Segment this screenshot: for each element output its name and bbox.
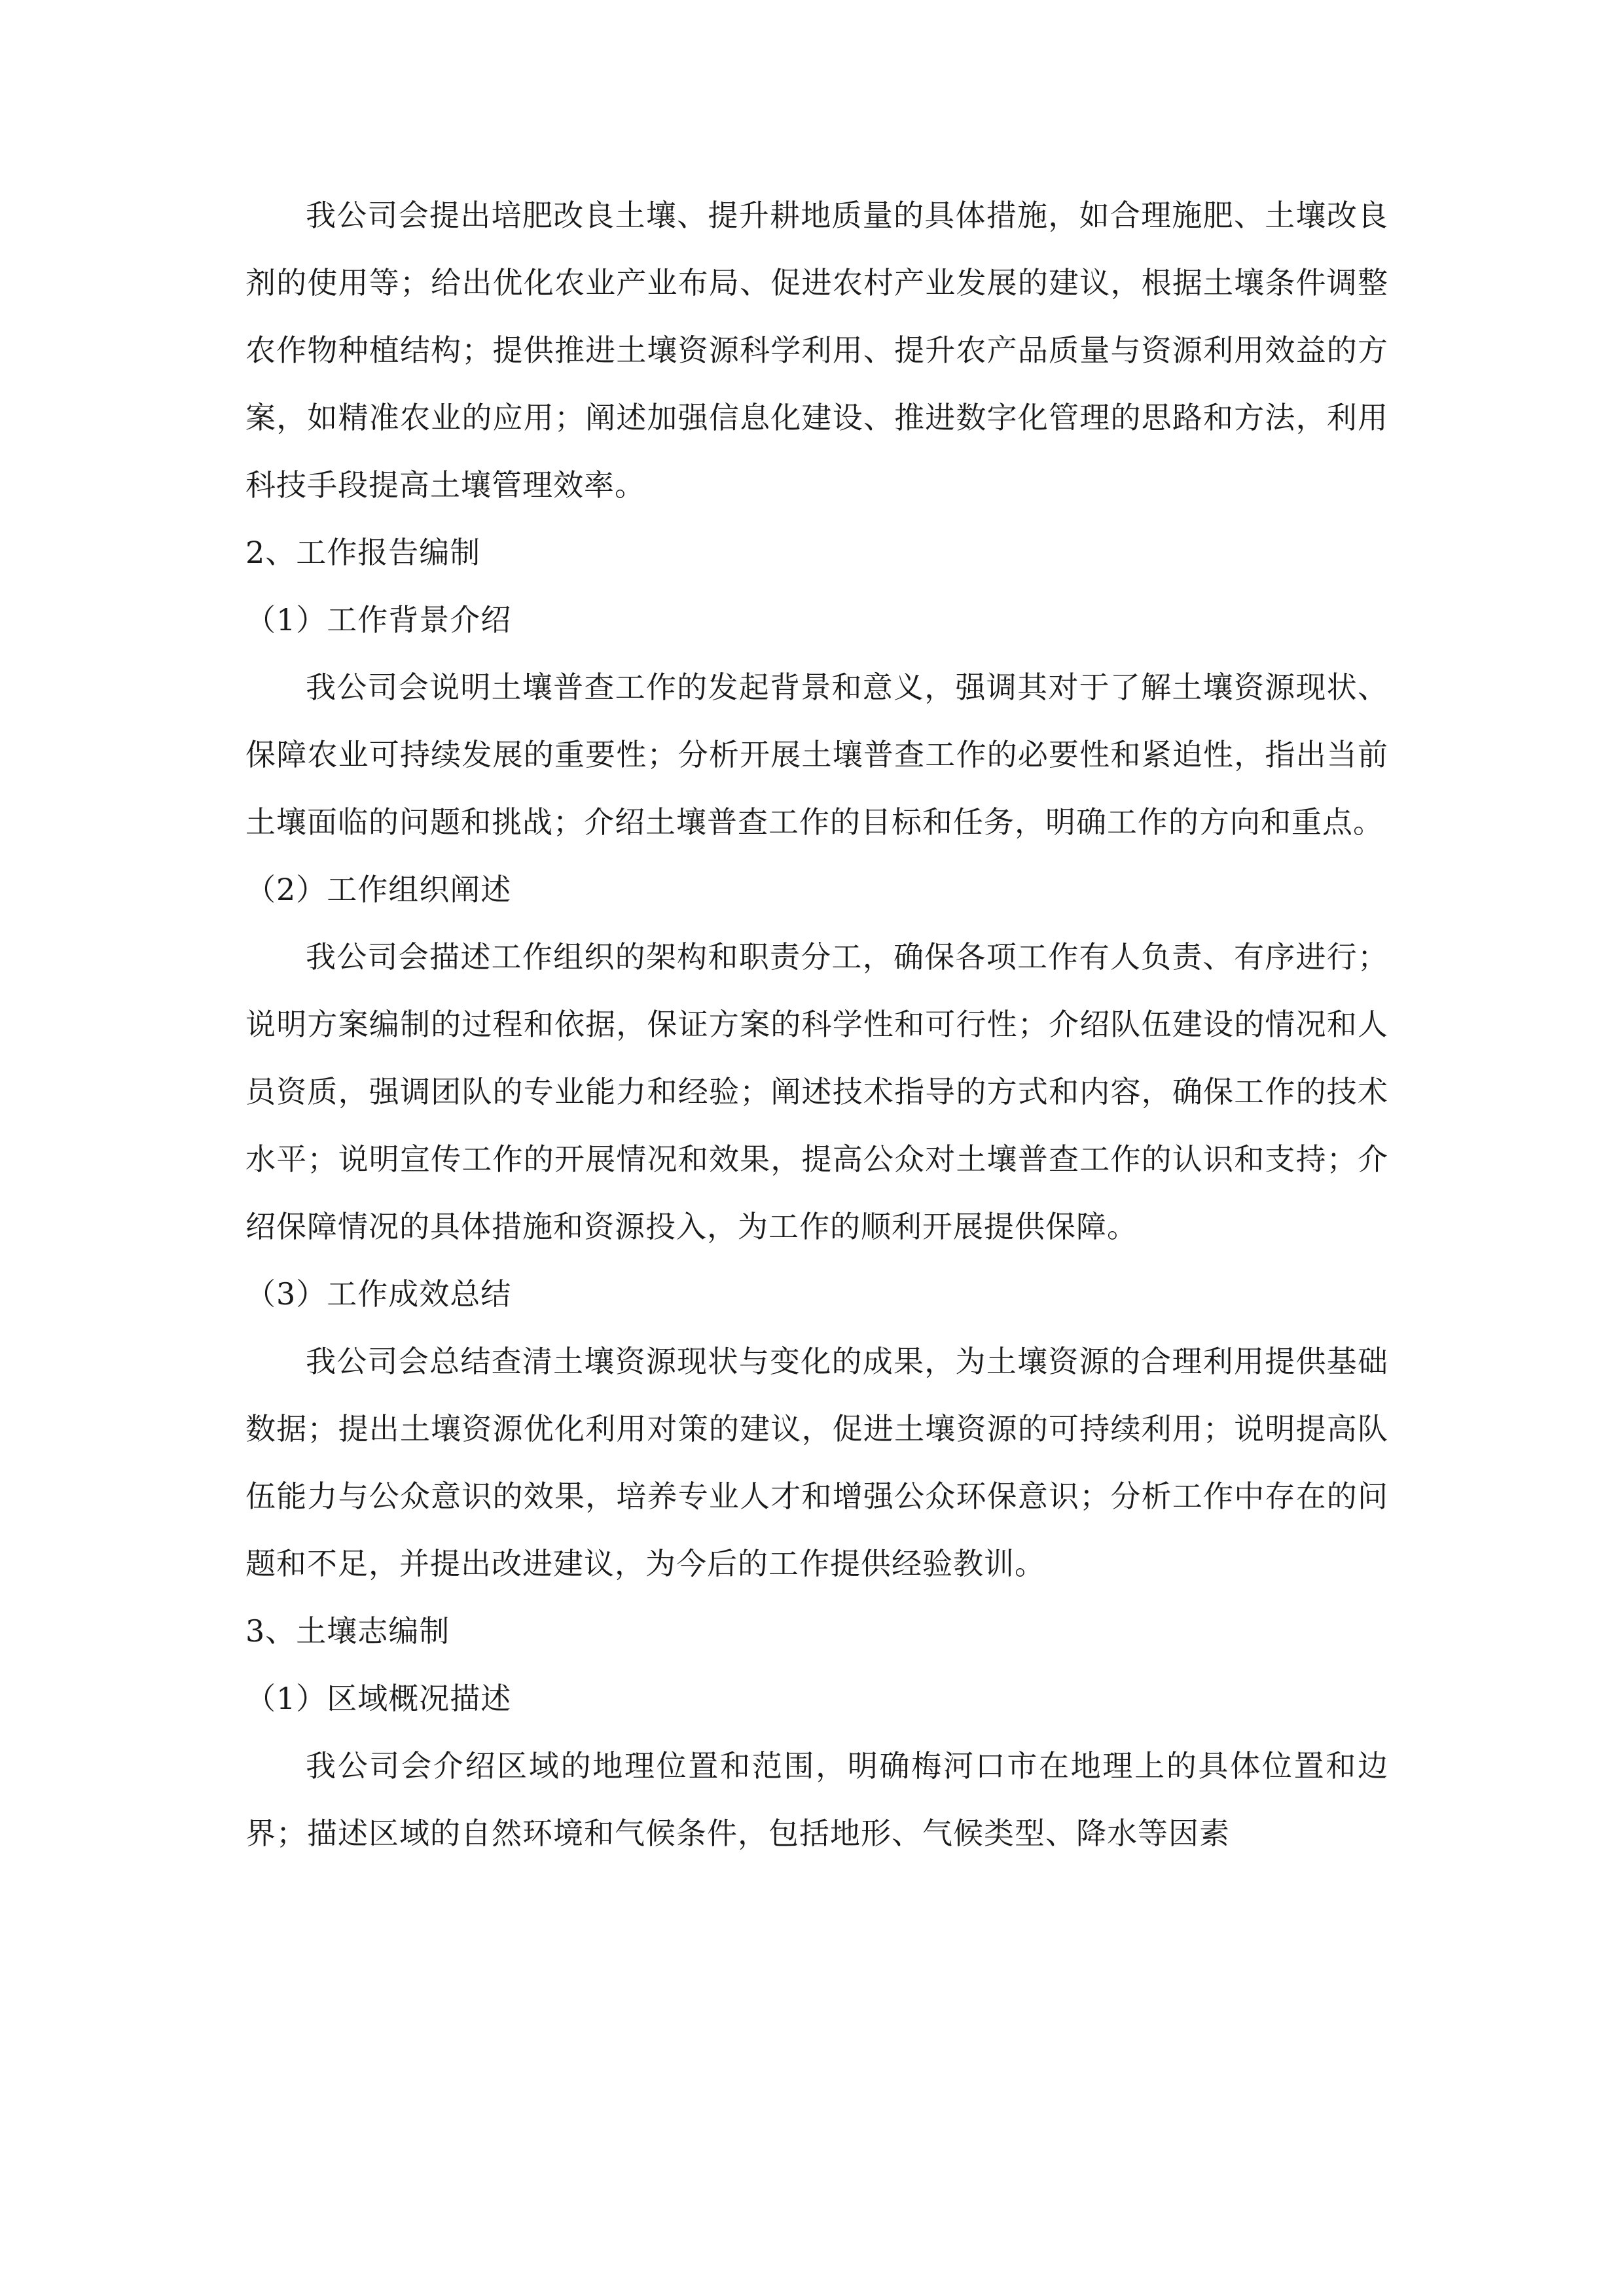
paragraph-work-background: 我公司会说明土壤普查工作的发起背景和意义，强调其对于了解土壤资源现状、保障农业可持续发展的重要性；分析开展土壤普查工作的必要性和紧迫性，指出当前土壤面临的问题和挑战；介绍土壤普查工作的目标和任务，明确工作的方向和重点。	[245, 670, 1388, 840]
paragraph-soil-improvement: 我公司会提出培肥改良土壤、提升耕地质量的具体措施，如合理施肥、土壤改良剂的使用等；给出优化农业产业布局、促进农村产业发展的建议，根据土壤条件调整农作物种植结构；提供推进土壤资源科学利用、提升农产品质量与资源利用效益的方案，如精准农业的应用；阐述加强信息化建设、推进数字化管理的思路和方法，利用科技手段提高土壤管理效率。	[245, 198, 1388, 503]
paragraph-work-organization: 我公司会描述工作组织的架构和职责分工，确保各项工作有人负责、有序进行；说明方案编制的过程和依据，保证方案的科学性和可行性；介绍队伍建设的情况和人员资质，强调团队的专业能力和经验；阐述技术指导的方式和内容，确保工作的技术水平；说明宣传工作的开展情况和效果，提高公众对土壤普查工作的认识和支持；介绍保障情况的具体措施和资源投入，为工作的顺利开展提供保障。	[245, 939, 1388, 1244]
section-heading-work-report: 2、工作报告编制	[245, 535, 481, 570]
subheading-work-organization: （2）工作组织阐述	[245, 872, 512, 907]
subheading-work-background: （1）工作背景介绍	[245, 602, 512, 637]
subheading-work-results: （3）工作成效总结	[245, 1276, 512, 1312]
paragraph-work-results: 我公司会总结查清土壤资源现状与变化的成果，为土壤资源的合理利用提供基础数据；提出土壤资源优化利用对策的建议，促进土壤资源的可持续利用；说明提高队伍能力与公众意识的效果，培养专业人才和增强公众环保意识；分析工作中存在的问题和不足，并提出改进建议，为今后的工作提供经验教训。	[245, 1344, 1388, 1581]
section-heading-soil-chronicle: 3、土壤志编制	[245, 1613, 450, 1649]
paragraph-regional-overview: 我公司会介绍区域的地理位置和范围，明确梅河口市在地理上的具体位置和边界；描述区域的自然环境和气候条件，包括地形、气候类型、降水等因素	[245, 1748, 1388, 1851]
document-page	[245, 182, 1388, 1867]
subheading-regional-overview: （1）区域概况描述	[245, 1681, 512, 1716]
